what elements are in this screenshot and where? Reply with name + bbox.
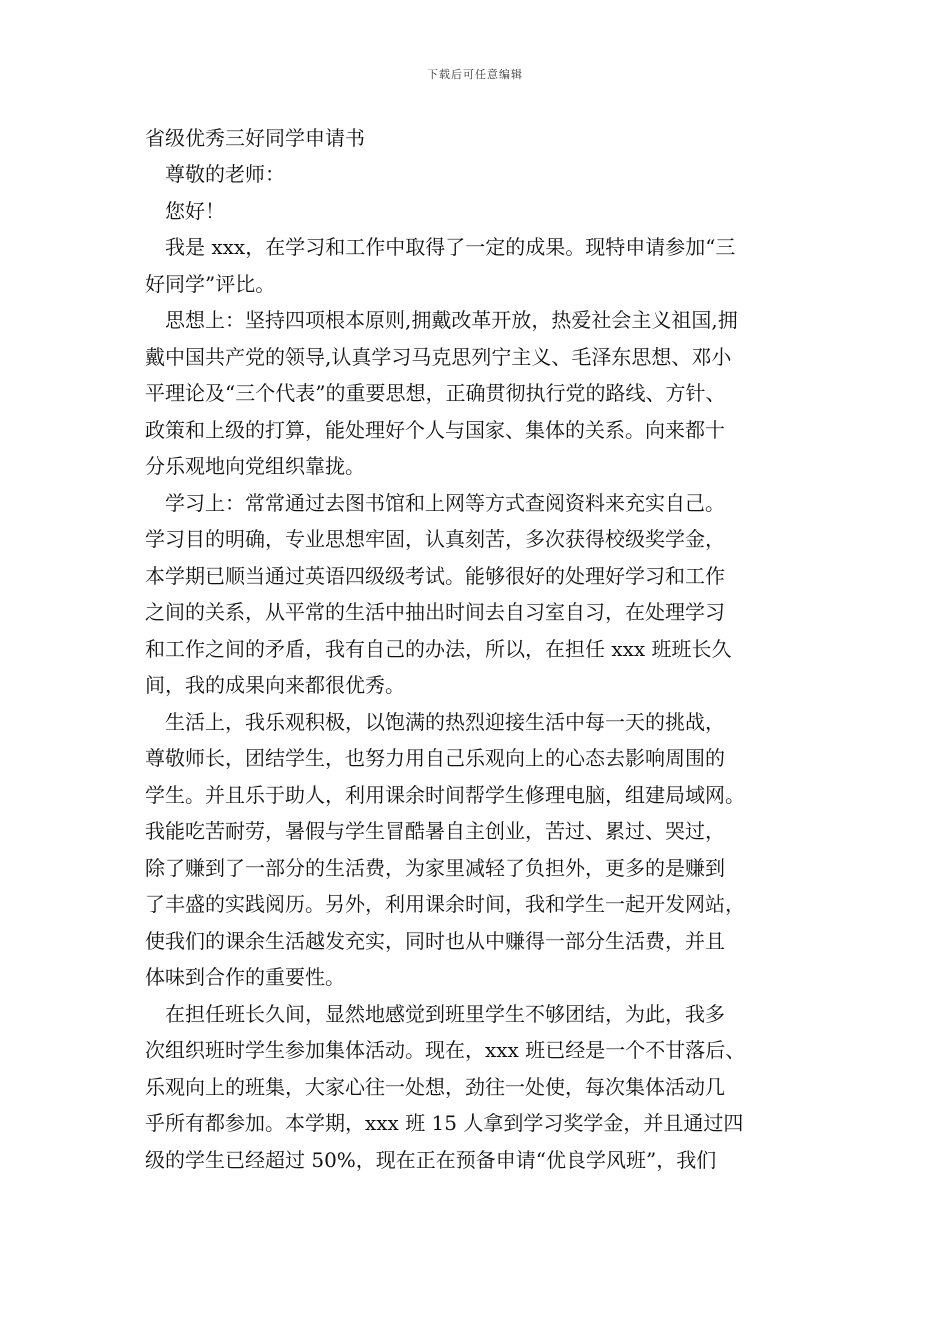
paragraph-class-monitor: 在担任班长久间，显然地感觉到班里学生不够团结，为此，我多 次组织班时学生参加集体活动。现在，xxx 班已经是一个不甘落后、 乐观向上的班集，大家心往一处想，劲往一处使，每次集体活动几 乎所有都参加。本学期，xxx 班 15 人拿到学习奖学金，并且通过四 级的学生已经超过 50%，现在正在预备申请“优良学风班”，我们 (145, 1001, 746, 1172)
paragraph-study: 学习上：常常通过去图书馆和上网等方式查阅资料来充实自己。 学习目的明确，专业思想牢固，认真刻苦，多次获得校级奖学金， 本学期已顺当通过英语四级级考试。能够很好的处理好学习和工作 之间的关系，从平常的生活中抽出时间去自习室自习，在处理学习 和工作之间的矛盾，我有自己的办法，所以，在担任 xxx 班班长久 间，我的成果向来都很优秀。 (145, 490, 732, 697)
document-body (145, 120, 825, 1178)
page-header-note: 下载后可任意编辑 (427, 68, 523, 81)
paragraph-ideology: 思想上：坚持四项根本原则,拥戴改革开放，热爱社会主义祖国,拥 戴中国共产党的领导,认真学习马克思列宁主义、毛泽东思想、邓小 平理论及“三个代表”的重要思想，正确贯彻执行党的路线、方针、 政策和上级的打算，能处理好个人与国家、集体的关系。向来都十 分乐观地向党组织靠拢。 (145, 308, 738, 478)
paragraph-intro: 我是 xxx，在学习和工作中取得了一定的成果。现特申请参加“三 好同学”评比。 (145, 235, 736, 296)
greeting: 您好！ (165, 198, 225, 223)
salutation: 尊敬的老师： (165, 162, 285, 186)
document-title: 省级优秀三好同学申请书 (145, 126, 365, 150)
paragraph-life: 生活上，我乐观积极，以饱满的热烈迎接生活中每一天的挑战， 尊敬师长，团结学生，也努力用自己乐观向上的心态去影响周围的 学生。并且乐于助人，利用课余时间帮学生修理电脑，组建局域网。 我能吃苦耐劳，暑假与学生冒酷暑自主创业，苦过、累过、哭过， 除了赚到了一部分的生活费，为家里减轻了负担外，更多的是赚到 了丰盛的实践阅历。另外，利用课余时间，我和学生一起开发网站， 使我们的课余生活越发充实，同时也从中赚得一部分生活费，并且 体味到合作的重要性。 (145, 709, 745, 989)
